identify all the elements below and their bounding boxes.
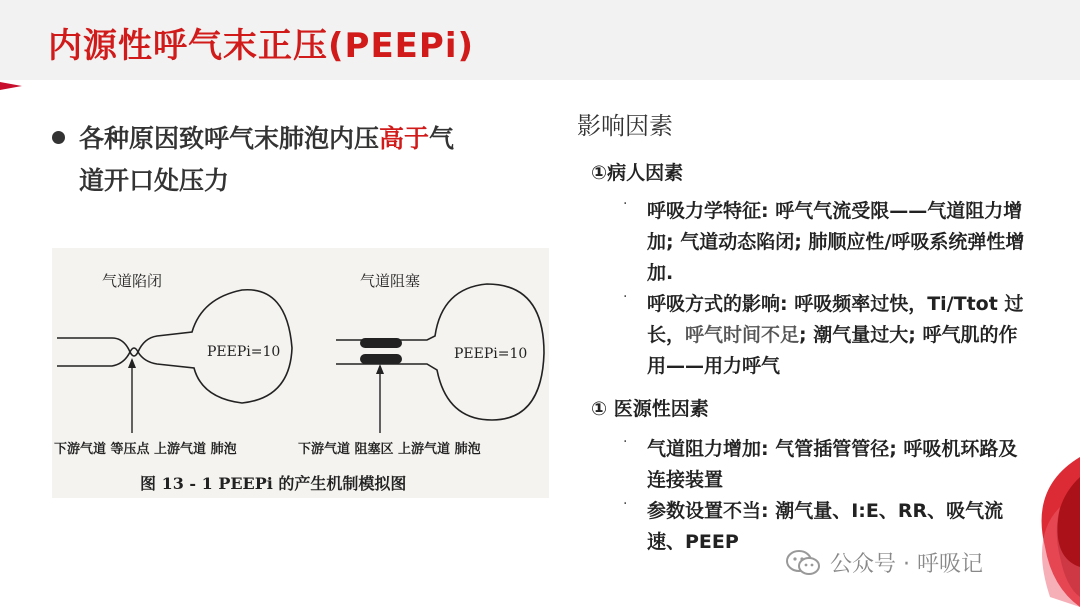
item2-text-gray: 呼气时间不足 <box>685 324 800 346</box>
item-breathing-pattern <box>647 289 1027 382</box>
tick-icon: · <box>623 289 628 305</box>
arrow-head-left <box>128 358 136 368</box>
factors-heading: 影响因素 <box>577 112 673 140</box>
bullet-text-part1: 各种原因致呼气末肺泡内压 <box>79 124 380 153</box>
tick-icon: · <box>623 196 628 212</box>
label-airway-obstruction: 气道阻塞 <box>360 272 421 290</box>
section-iatrogenic-factors: ① 医源性因素 <box>591 398 709 420</box>
red-ribbon-right-decoration <box>990 447 1080 607</box>
tick-icon: · <box>623 496 628 512</box>
bottom-labels-right: 下游气道 阻塞区 上游气道 肺泡 <box>298 442 481 457</box>
figure-caption: 图 13 - 1 PEEPi 的产生机制模拟图 <box>140 474 407 493</box>
watermark <box>786 547 983 578</box>
item-parameter-settings: 参数设置不当: 潮气量、I:E、RR、吸气流速、PEEP <box>647 500 1004 553</box>
watermark-text: 公众号 · 呼吸记 <box>830 552 983 577</box>
item-respiratory-mechanics: 呼吸力学特征: 呼气气流受限——气道阻力增加; 气道动态陷闭; 肺顺应性/呼吸系统弹性增加. <box>647 200 1025 284</box>
red-ribbon-left-decoration <box>0 80 30 92</box>
bottom-labels-left: 下游气道 等压点 上游气道 肺泡 <box>54 442 237 457</box>
item2-text-b: ; 潮气量过大; 呼气肌的作用——用力呼气 <box>647 324 1018 377</box>
slide-title: 内源性呼气末正压(PEEPi) <box>48 26 475 66</box>
bullet-text-part2: 气 <box>429 124 455 153</box>
item2-text-a: 呼吸方式的影响: 呼吸频率过快，Ti/Ttot 过长， <box>647 293 1024 346</box>
peepi-right-label: PEEPi=10 <box>454 346 528 362</box>
bullet-dot-icon <box>52 131 65 144</box>
peepi-left-label: PEEPi=10 <box>207 344 281 360</box>
label-airway-collapse: 气道陷闭 <box>102 272 163 290</box>
arrow-head-right <box>376 364 384 374</box>
tick-icon: · <box>623 434 628 450</box>
item-airway-resistance: 气道阻力增加: 气管插管管径; 呼吸机环路及连接装置 <box>647 438 1018 491</box>
section-patient-factors: ①病人因素 <box>591 162 684 184</box>
obstruction-block-top <box>360 338 402 348</box>
figure-diagram <box>52 248 549 498</box>
wechat-icon <box>786 550 820 576</box>
bullet-line-2: 道开口处压力 <box>79 166 230 195</box>
bullet-highlight: 高于 <box>379 124 430 153</box>
main-bullet <box>52 118 522 202</box>
peepi-mechanism-figure <box>52 248 549 498</box>
bullet-line-1 <box>52 118 522 160</box>
obstruction-block-bottom <box>360 354 402 364</box>
